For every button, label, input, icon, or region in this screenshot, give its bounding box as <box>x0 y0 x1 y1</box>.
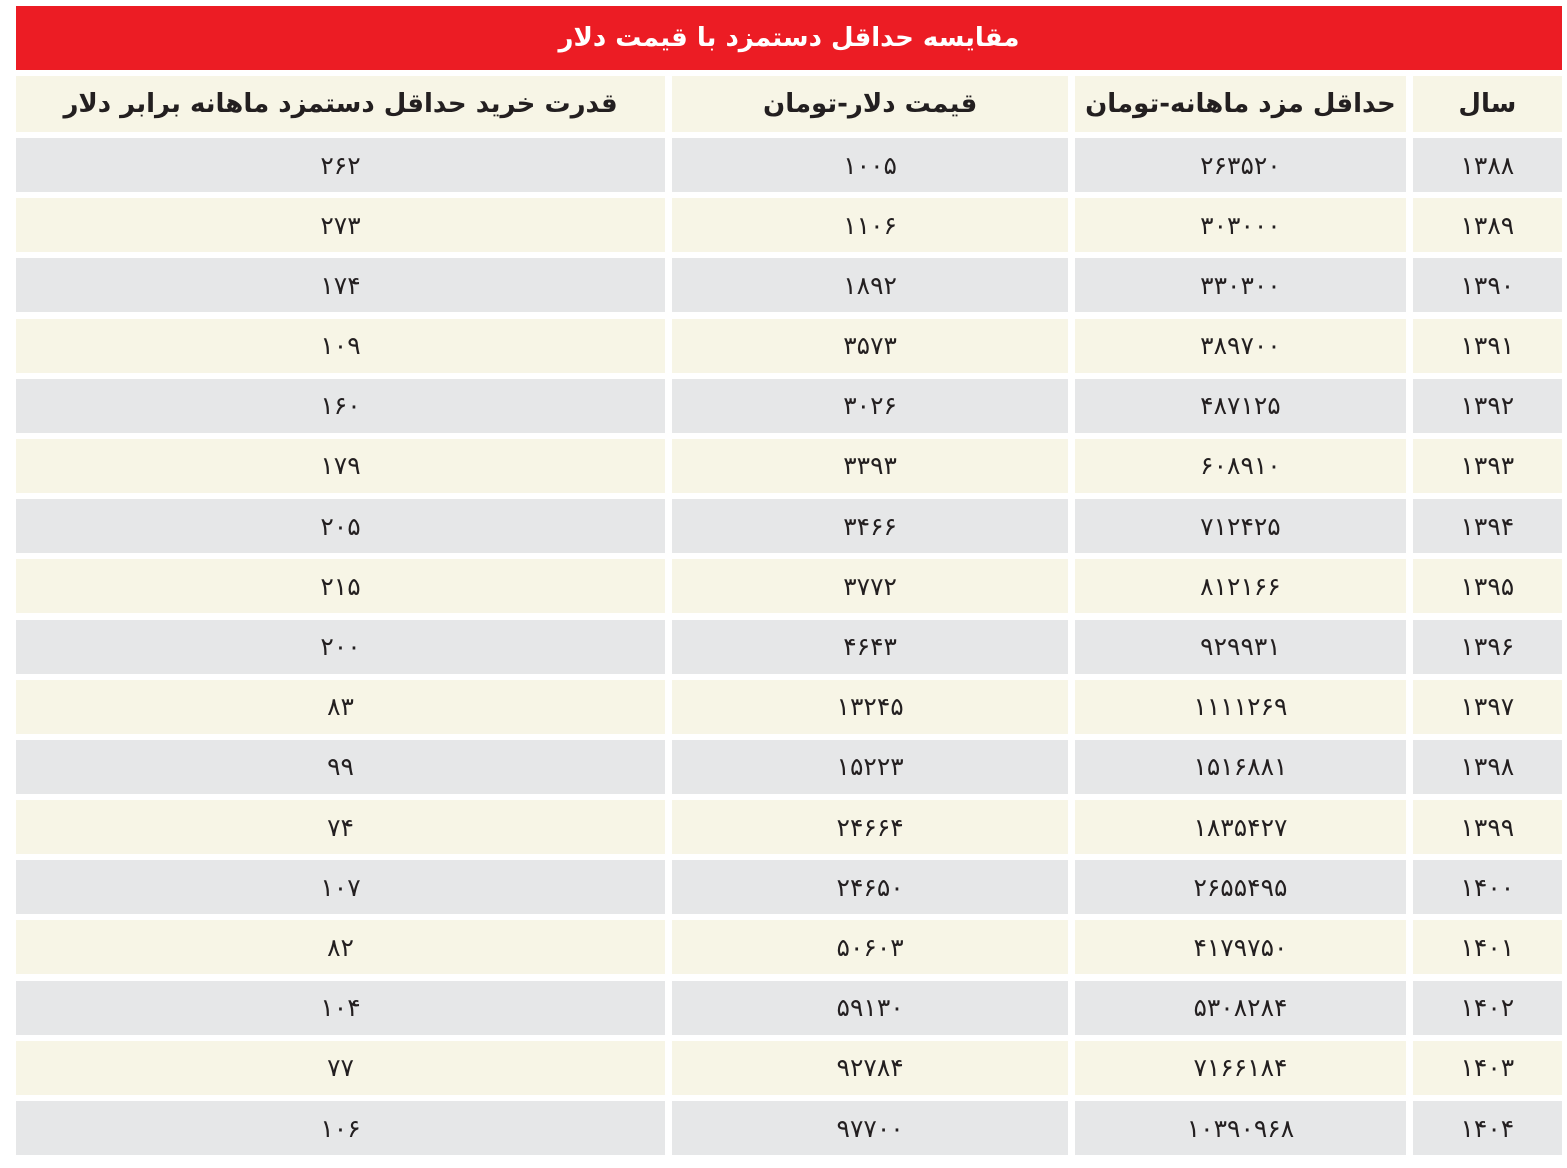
cell-min-wage: ۲۶۳۵۲۰ <box>1075 138 1405 192</box>
cell-dollar-price: ۱۸۹۲ <box>672 258 1068 312</box>
cell-year: ۱۴۰۰ <box>1413 860 1562 914</box>
cell-dollar-price: ۳۷۷۲ <box>672 559 1068 613</box>
cell-min-wage: ۱۰۳۹۰۹۶۸ <box>1075 1101 1405 1155</box>
cell-min-wage: ۴۸۷۱۲۵ <box>1075 379 1405 433</box>
table-row <box>16 198 1562 252</box>
cell-year: ۱۳۸۹ <box>1413 198 1562 252</box>
table-row <box>16 800 1562 854</box>
cell-min-wage: ۴۱۷۹۷۵۰ <box>1075 920 1405 974</box>
cell-purchasing-power: ۱۰۷ <box>16 860 665 914</box>
cell-purchasing-power: ۷۷ <box>16 1041 665 1095</box>
cell-year: ۱۳۹۵ <box>1413 559 1562 613</box>
cell-dollar-price: ۴۶۴۳ <box>672 620 1068 674</box>
table-row <box>16 499 1562 553</box>
cell-purchasing-power: ۲۷۳ <box>16 198 665 252</box>
table-row <box>16 379 1562 433</box>
cell-dollar-price: ۳۵۷۳ <box>672 319 1068 373</box>
cell-min-wage: ۳۰۳۰۰۰ <box>1075 198 1405 252</box>
cell-min-wage: ۱۱۱۱۲۶۹ <box>1075 680 1405 734</box>
cell-dollar-price: ۹۷۷۰۰ <box>672 1101 1068 1155</box>
cell-min-wage: ۷۱۲۴۲۵ <box>1075 499 1405 553</box>
table-row <box>16 138 1562 192</box>
table-row <box>16 1041 1562 1095</box>
table-row <box>16 740 1562 794</box>
cell-dollar-price: ۳۴۶۶ <box>672 499 1068 553</box>
cell-purchasing-power: ۱۷۹ <box>16 439 665 493</box>
cell-purchasing-power: ۲۱۵ <box>16 559 665 613</box>
table-row <box>16 258 1562 312</box>
table-row <box>16 920 1562 974</box>
cell-dollar-price: ۵۰۶۰۳ <box>672 920 1068 974</box>
cell-purchasing-power: ۱۶۰ <box>16 379 665 433</box>
table-row <box>16 559 1562 613</box>
cell-year: ۱۳۸۸ <box>1413 138 1562 192</box>
cell-min-wage: ۷۱۶۶۱۸۴ <box>1075 1041 1405 1095</box>
header-year: سال <box>1413 76 1562 132</box>
cell-year: ۱۴۰۳ <box>1413 1041 1562 1095</box>
cell-purchasing-power: ۲۰۰ <box>16 620 665 674</box>
cell-year: ۱۳۹۲ <box>1413 379 1562 433</box>
cell-min-wage: ۳۳۰۳۰۰ <box>1075 258 1405 312</box>
cell-year: ۱۳۹۶ <box>1413 620 1562 674</box>
cell-purchasing-power: ۱۰۹ <box>16 319 665 373</box>
table-row <box>16 860 1562 914</box>
cell-year: ۱۳۹۰ <box>1413 258 1562 312</box>
table-header-row <box>16 76 1562 132</box>
cell-dollar-price: ۳۰۲۶ <box>672 379 1068 433</box>
table-title: مقایسه حداقل دستمزد با قیمت دلار <box>16 6 1562 70</box>
cell-min-wage: ۲۶۵۵۴۹۵ <box>1075 860 1405 914</box>
header-dollar-price: قیمت دلار-تومان <box>672 76 1068 132</box>
cell-dollar-price: ۱۱۰۶ <box>672 198 1068 252</box>
cell-dollar-price: ۲۴۶۶۴ <box>672 800 1068 854</box>
cell-year: ۱۳۹۹ <box>1413 800 1562 854</box>
cell-dollar-price: ۱۳۲۴۵ <box>672 680 1068 734</box>
cell-min-wage: ۱۵۱۶۸۸۱ <box>1075 740 1405 794</box>
cell-purchasing-power: ۸۳ <box>16 680 665 734</box>
table-row <box>16 319 1562 373</box>
wage-dollar-table <box>16 76 1562 1161</box>
cell-year: ۱۳۹۸ <box>1413 740 1562 794</box>
table-row <box>16 981 1562 1035</box>
cell-year: ۱۴۰۲ <box>1413 981 1562 1035</box>
cell-purchasing-power: ۱۷۴ <box>16 258 665 312</box>
cell-year: ۱۳۹۴ <box>1413 499 1562 553</box>
cell-year: ۱۳۹۷ <box>1413 680 1562 734</box>
cell-year: ۱۴۰۱ <box>1413 920 1562 974</box>
cell-year: ۱۴۰۴ <box>1413 1101 1562 1155</box>
cell-min-wage: ۹۲۹۹۳۱ <box>1075 620 1405 674</box>
cell-min-wage: ۳۸۹۷۰۰ <box>1075 319 1405 373</box>
header-min-wage: حداقل مزد ماهانه-تومان <box>1075 76 1405 132</box>
cell-purchasing-power: ۷۴ <box>16 800 665 854</box>
cell-dollar-price: ۲۴۶۵۰ <box>672 860 1068 914</box>
cell-purchasing-power: ۸۲ <box>16 920 665 974</box>
table-row <box>16 620 1562 674</box>
table-body <box>16 138 1562 1155</box>
cell-purchasing-power: ۱۰۴ <box>16 981 665 1035</box>
table-row <box>16 439 1562 493</box>
cell-purchasing-power: ۱۰۶ <box>16 1101 665 1155</box>
cell-min-wage: ۵۳۰۸۲۸۴ <box>1075 981 1405 1035</box>
cell-year: ۱۳۹۱ <box>1413 319 1562 373</box>
table-row <box>16 680 1562 734</box>
cell-purchasing-power: ۲۰۵ <box>16 499 665 553</box>
cell-purchasing-power: ۲۶۲ <box>16 138 665 192</box>
cell-min-wage: ۱۸۳۵۴۲۷ <box>1075 800 1405 854</box>
cell-dollar-price: ۵۹۱۳۰ <box>672 981 1068 1035</box>
cell-dollar-price: ۳۳۹۳ <box>672 439 1068 493</box>
cell-min-wage: ۶۰۸۹۱۰ <box>1075 439 1405 493</box>
cell-purchasing-power: ۹۹ <box>16 740 665 794</box>
cell-year: ۱۳۹۳ <box>1413 439 1562 493</box>
cell-dollar-price: ۱۵۲۲۳ <box>672 740 1068 794</box>
table-row <box>16 1101 1562 1155</box>
cell-dollar-price: ۹۲۷۸۴ <box>672 1041 1068 1095</box>
cell-min-wage: ۸۱۲۱۶۶ <box>1075 559 1405 613</box>
header-purchasing-power: قدرت خرید حداقل دستمزد ماهانه برابر دلار <box>16 76 665 132</box>
cell-dollar-price: ۱۰۰۵ <box>672 138 1068 192</box>
